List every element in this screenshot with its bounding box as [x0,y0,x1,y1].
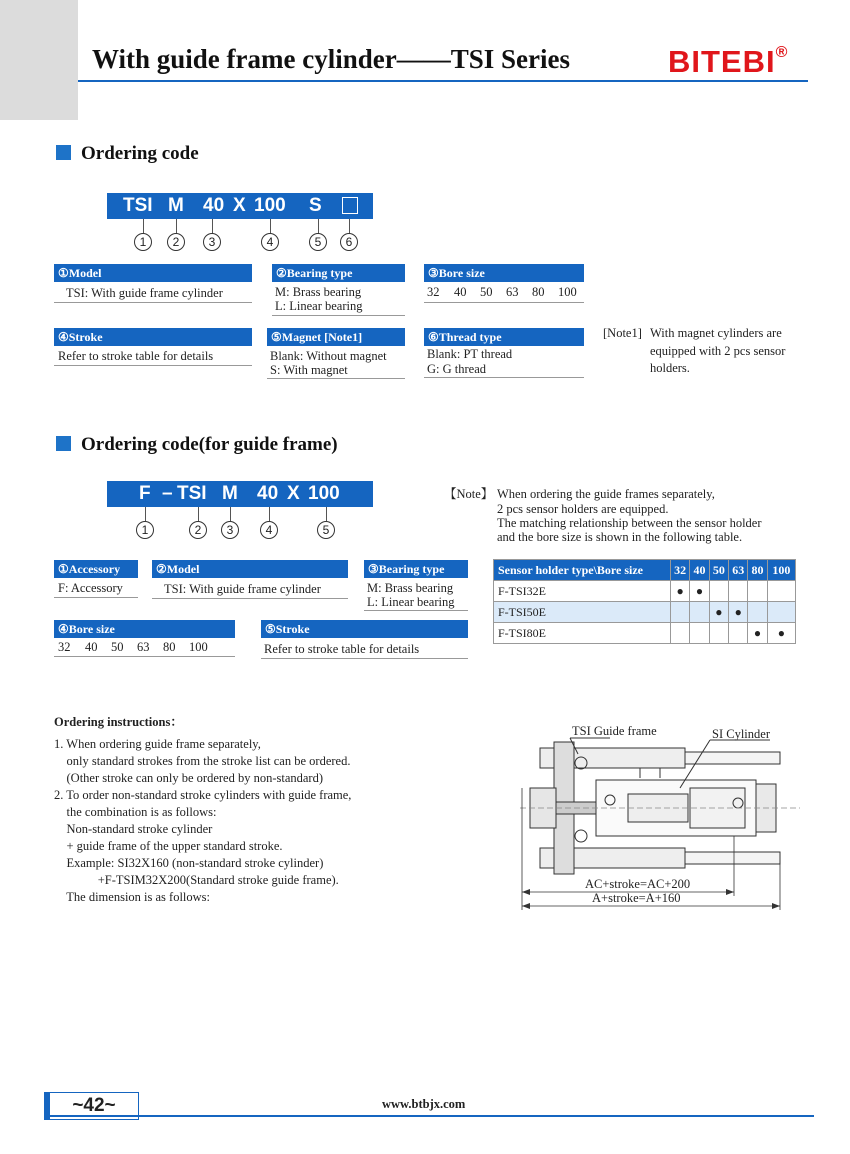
thread-value-blank: Blank: PT thread [427,347,513,361]
bearing-value-m: M: Brass bearing [367,581,454,595]
dimension-a-stroke: A+stroke=A+160 [592,891,681,905]
magnet-header: ⑤Magnet [Note1] [267,328,405,346]
instruction-line: 1. When ordering guide frame separately, [54,737,261,751]
label-guide-frame: TSI Guide frame [572,724,657,738]
position-marker-5: 5 [317,521,335,539]
bearing-value-m: M: Brass bearing [275,285,362,299]
instructions-heading: Ordering instructions： [54,715,183,729]
accessory-header: ①Accessory [54,560,138,578]
bore-value-100: 100 [558,285,577,299]
code-part-x: X [233,195,246,216]
table-cell: ● [729,602,748,623]
code-part-bearing: M [222,483,238,504]
guide-frame-code-bar [107,481,373,507]
position-marker-4: 4 [260,521,278,539]
stroke-header: ⑤Stroke [261,620,468,638]
table-cell [748,602,767,623]
table-cell [690,602,709,623]
bore-header: ④Bore size [54,620,235,638]
table-cell: ● [671,581,690,602]
position-marker-1: 1 [136,521,154,539]
table-cell [767,581,795,602]
bore-value-63: 63 [506,285,519,299]
code-part-thread-box [342,197,358,215]
stroke-value: Refer to stroke table for details [58,349,214,363]
brand-logo: BITEBI® [668,43,789,79]
square-bullet-icon [56,436,71,451]
table-cell: ● [748,623,767,644]
bore-value-80: 80 [532,285,545,299]
position-marker-3: 3 [203,233,221,251]
position-marker-5: 5 [309,233,327,251]
section-heading-ordering-code: Ordering code [56,143,199,165]
thread-value-g: G: G thread [427,362,487,376]
stroke-value: Refer to stroke table for details [264,642,420,656]
position-marker-3: 3 [221,521,239,539]
table-cell: ● [767,623,795,644]
code-part-model: TSI [177,483,207,504]
instruction-line: 2. To order non-standard stroke cylinders with guide frame, [54,788,352,802]
bearing-header: ③Bearing type [364,560,468,578]
table-row: F-TSI50E ● ● [494,602,796,623]
table-cell [767,602,795,623]
bore-value-80: 80 [163,640,176,654]
header-divider [78,80,808,82]
position-marker-6: 6 [340,233,358,251]
note1-line-1: With magnet cylinders are [650,326,782,340]
thread-header: ⑥Thread type [424,328,584,346]
code-part-x: X [287,483,300,504]
note-line-2: 2 pcs sensor holders are equipped. [497,502,669,516]
page-number: ~42~ [44,1092,139,1120]
code-part-stroke: 100 [254,195,286,216]
bore-value-40: 40 [85,640,98,654]
bore-value-50: 50 [111,640,124,654]
table-header-row: Sensor holder type\Bore size 32 40 50 63 80 100 [494,560,796,581]
code-part-bore: 40 [203,195,225,216]
note-line-4: and the bore size is shown in the following table. [497,530,743,544]
bore-value-50: 50 [480,285,493,299]
magnet-value-blank: Blank: Without magnet [270,349,387,363]
code-part-stroke: 100 [308,483,340,504]
instruction-line: (Other stroke can only be ordered by non-standard) [54,771,324,785]
ordering-code-bar [107,193,373,219]
code-part-dash: – [162,483,173,504]
bore-value-63: 63 [137,640,150,654]
instruction-line: Example: SI32X160 (non-standard stroke cylinder) [54,856,324,870]
note1-line-3: holders. [650,361,690,375]
bore-value-40: 40 [454,285,467,299]
table-cell [729,581,748,602]
bearing-value-l: L: Linear bearing [275,299,363,313]
table-cell [709,581,728,602]
table-cell: ● [709,602,728,623]
code-part-model: TSI [123,195,153,216]
website-url: www.btbjx.com [382,1097,466,1111]
table-cell [690,623,709,644]
instruction-line: only standard strokes from the stroke list can be ordered. [54,754,351,768]
model-value: TSI: With guide frame cylinder [164,582,321,596]
model-header: ①Model [54,264,252,282]
position-marker-2: 2 [189,521,207,539]
dimension-ac-stroke: AC+stroke=AC+200 [585,877,691,891]
table-cell [709,623,728,644]
table-row: F-TSI32E ● ● [494,581,796,602]
instruction-line: +F-TSIM32X200(Standard stroke guide frame). [54,873,339,887]
header-gray-block [0,0,78,120]
accessory-value: F: Accessory [58,581,123,595]
code-part-magnet: S [309,195,322,216]
bearing-header: ②Bearing type [272,264,405,282]
position-marker-1: 1 [134,233,152,251]
bore-value-100: 100 [189,640,208,654]
note-line-1: When ordering the guide frames separately, [497,487,715,501]
bore-value-32: 32 [427,285,440,299]
table-cell [671,602,690,623]
sensor-holder-table [493,559,796,644]
position-marker-2: 2 [167,233,185,251]
magnet-value-s: S: With magnet [270,363,348,377]
model-value: TSI: With guide frame cylinder [66,286,223,300]
instruction-line: The dimension is as follows: [54,890,211,904]
code-part-bore: 40 [257,483,279,504]
bore-value-32: 32 [58,640,71,654]
table-cell: ● [690,581,709,602]
table-row: F-TSI80E ● ● [494,623,796,644]
instructions-list [54,736,351,906]
table-cell [729,623,748,644]
table-cell [671,623,690,644]
label-si-cylinder: SI Cylinder [712,727,770,741]
note-line-3: The matching relationship between the sensor holder [497,516,762,530]
note1-label: [Note1] [603,326,642,340]
table-cell [748,581,767,602]
footer-divider [44,1115,814,1117]
position-marker-4: 4 [261,233,279,251]
instruction-line: the combination is as follows: [54,805,217,819]
note-label: 【Note】 [444,487,494,501]
code-part-accessory: F [139,483,151,504]
instruction-line: Non-standard stroke cylinder [54,822,213,836]
page-title: With guide frame cylinder——TSI Series [92,44,570,74]
model-header: ②Model [152,560,348,578]
square-bullet-icon [56,145,71,160]
bore-header: ③Bore size [424,264,584,282]
instruction-line: + guide frame of the upper standard stroke. [54,839,283,853]
stroke-header: ④Stroke [54,328,252,346]
code-part-bearing: M [168,195,184,216]
bearing-value-l: L: Linear bearing [367,595,455,609]
section-heading-guide-frame: Ordering code(for guide frame) [56,434,338,456]
note1-line-2: equipped with 2 pcs sensor [650,344,786,358]
